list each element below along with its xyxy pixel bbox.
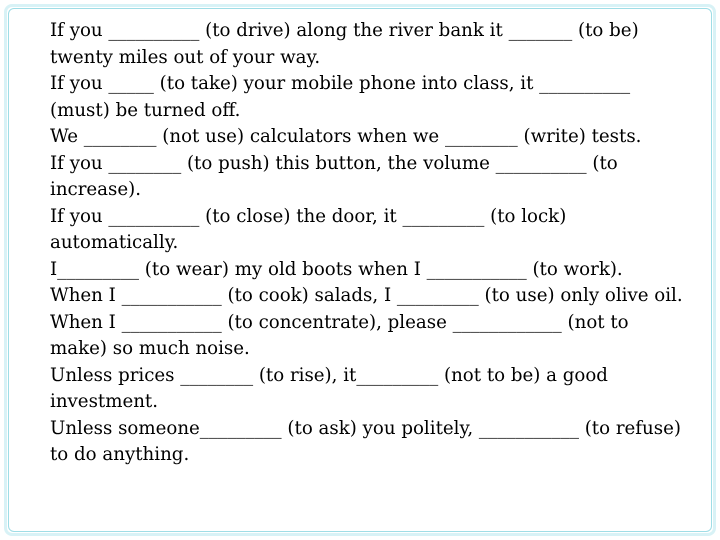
- sentence-10: Unless someone_________ (to ask) you politely, ___________ (to refuse) to do anything.: [50, 417, 681, 465]
- sentence-5: If you __________ (to close) the door, it _________ (to lock) automatically.: [50, 205, 567, 253]
- sentence-9: Unless prices ________ (to rise), it_________ (not to be) a good investment.: [50, 364, 608, 412]
- exercise-text: [50, 18, 690, 469]
- sentence-8: When I ___________ (to concentrate), please ____________ (not to make) so much noise.: [50, 311, 629, 359]
- sentence-1: If you __________ (to drive) along the river bank it _______ (to be) twenty miles out of your way.: [50, 20, 639, 68]
- sentence-2: If you _____ (to take) your mobile phone into class, it __________ (must) be turned off.: [50, 73, 631, 121]
- sentence-3: We ________ (not use) calculators when we ________ (write) tests.: [50, 126, 642, 147]
- sentence-6: I_________ (to wear) my old boots when I ___________ (to work).: [50, 258, 623, 280]
- sentence-4: If you ________ (to push) this button, the volume __________ (to increase).: [50, 152, 618, 200]
- sentence-7: When I ___________ (to cook) salads, I _________ (to use) only olive oil.: [50, 285, 683, 306]
